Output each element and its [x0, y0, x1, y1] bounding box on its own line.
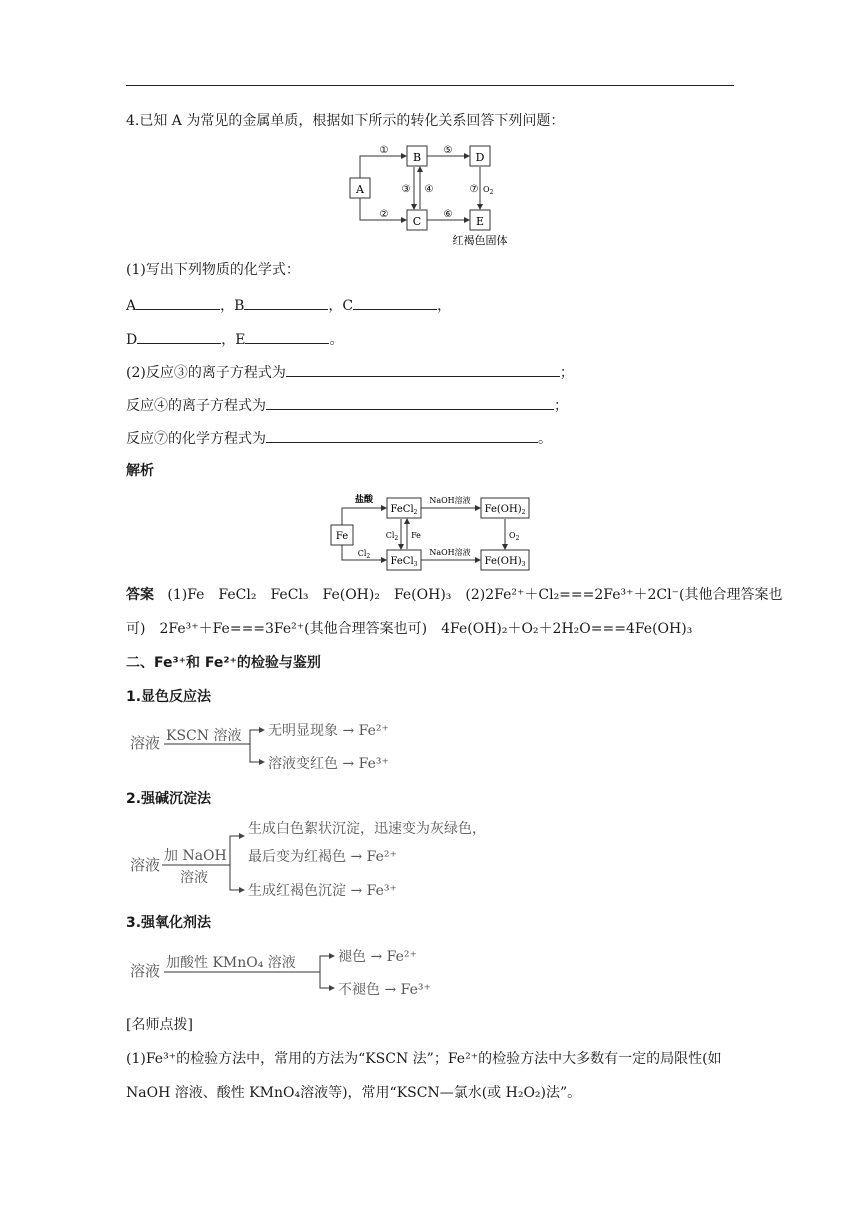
method1-diagram: [126, 712, 426, 774]
method3-result-2: 不褪色 → Fe³⁺: [338, 982, 431, 998]
blank-label-c: ，C: [328, 298, 354, 314]
edge-label-2: ②: [379, 209, 389, 220]
method1-branch-down: [250, 744, 264, 762]
node-fe-label: Fe: [335, 531, 349, 542]
arrow-a-b: [360, 156, 406, 178]
method2-reagent-bottom: 溶液: [180, 870, 208, 886]
blank-label-d: D: [126, 332, 138, 348]
method1-title: 1.显色反应法: [126, 689, 212, 705]
node-a-label: A: [356, 183, 364, 196]
blank-d[interactable]: [137, 330, 221, 344]
tip-heading: [名师点拨]: [126, 1017, 193, 1033]
method2-reagent-top: 加 NaOH: [164, 848, 227, 864]
method3-reagent: 加酸性 KMnO₄ 溶液: [166, 955, 296, 971]
method3-diagram: [126, 940, 466, 1002]
method1-result-1: 无明显现象 → Fe²⁺: [268, 723, 389, 739]
answer-text-1: (1)Fe FeCl₂ FeCl₃ Fe(OH)₂ Fe(OH)₃ (2)2Fe²⁺＋Cl₂===2Fe³⁺＋2Cl⁻(其他合理答案也: [167, 587, 783, 603]
label-cl2-mid: $Cl_2$: [385, 531, 399, 542]
analysis-heading: 解析: [126, 463, 154, 479]
blank-a[interactable]: [136, 296, 220, 310]
question-stem: 4.已知 A 为常见的金属单质，根据如下所示的转化关系回答下列问题：: [126, 113, 565, 129]
blanks-line-2: [126, 330, 343, 349]
label-naoh-bottom: NaOH溶液: [429, 548, 471, 557]
blank-reaction-7[interactable]: [266, 429, 538, 443]
edge-label-o2: $O_2$: [483, 185, 494, 196]
node-d-label: D: [475, 151, 485, 164]
blank-label-b: ，B: [220, 298, 245, 314]
method3-branch-up: [320, 956, 334, 972]
analysis-diagram: [328, 490, 538, 575]
answer-line-1: [126, 586, 782, 604]
blank-label-e: ，E: [221, 332, 246, 348]
method3-solution: 溶液: [130, 962, 161, 980]
method1-reagent: KSCN 溶液: [166, 728, 242, 744]
tip-line-1: (1)Fe³⁺的检验方法中，常用的方法为“KSCN 法”；Fe²⁺的检验方法中大多数有一定的局限性(如: [126, 1051, 722, 1067]
edge-label-5: ⑤: [443, 145, 453, 156]
label-naoh-top: NaOH溶液: [429, 496, 471, 505]
edge-label-4: ④: [424, 184, 434, 195]
method2-solution: 溶液: [130, 856, 161, 874]
blank-c[interactable]: [353, 296, 437, 310]
answer-label: 答案: [126, 587, 154, 603]
blank-reaction-4[interactable]: [266, 396, 554, 410]
header-rule: [126, 85, 734, 86]
blank-line1-end: ，: [437, 298, 452, 314]
part2-line-3: [126, 429, 552, 448]
period-3: 。: [538, 431, 552, 447]
blank-b[interactable]: [244, 296, 328, 310]
blanks-line-1: [126, 296, 451, 315]
method3-result-1: 褪色 → Fe²⁺: [338, 949, 417, 965]
answer-line-2: 可) 2Fe³⁺＋Fe===3Fe²⁺(其他合理答案也可) 4Fe(OH)₂＋O₂＋2H₂O===4Fe(OH)₃: [126, 621, 693, 637]
node-e-label: E: [475, 215, 485, 228]
method1-branch-up: [250, 730, 264, 744]
part2-line-2: [126, 396, 568, 415]
method2-result-2: 生成红褐色沉淀 → Fe³⁺: [248, 883, 397, 899]
blank-reaction-3[interactable]: [286, 363, 560, 377]
method2-branch-down: [230, 865, 244, 890]
method2-diagram: [126, 814, 526, 904]
part2-label-3: 反应⑦的化学方程式为: [126, 431, 266, 447]
node-fecl2-label: FeCl$_2$: [390, 504, 418, 516]
node-fecl3-label: FeCl$_3$: [390, 556, 418, 568]
edge-label-7: ⑦: [469, 184, 479, 195]
question-diagram: [340, 140, 520, 250]
part2-line-1: [126, 363, 574, 382]
method2-result-1a: 生成白色絮状沉淀，迅速变为灰绿色，: [248, 821, 486, 837]
blank-e[interactable]: [245, 330, 329, 344]
tip-line-2: NaOH 溶液、酸性 KMnO₄溶液等)，常用“KSCN—氯水(或 H₂O₂)法”。: [126, 1085, 582, 1101]
arrow-fe-fecl2: [342, 508, 386, 525]
method1-solution: 溶液: [130, 734, 161, 752]
method3-branch-down: [320, 972, 334, 988]
part1-prompt: (1)写出下列物质的化学式：: [126, 262, 300, 278]
blank-line2-end: 。: [329, 332, 344, 348]
section-heading: 二、Fe³⁺和 Fe²⁺的检验与鉴别: [126, 655, 321, 671]
label-hcl: 盐酸: [354, 495, 374, 505]
semicolon-1: ；: [559, 365, 574, 381]
label-fe-mid: Fe: [411, 531, 421, 540]
method2-result-1b: 最后变为红褐色 → Fe²⁺: [248, 849, 397, 865]
label-cl2-left: $Cl_2$: [357, 549, 371, 560]
method2-branch-up: [230, 836, 244, 865]
node-c-label: C: [412, 215, 422, 228]
blank-label-a: A: [126, 298, 137, 314]
part2-label-2: 反应④的离子方程式为: [126, 398, 266, 414]
label-o2: $O_2$: [509, 531, 520, 542]
edge-label-1: ①: [379, 145, 389, 156]
part2-label-1: (2)反应③的离子方程式为: [126, 365, 286, 381]
edge-label-6: ⑥: [443, 209, 453, 220]
node-feoh3-label: $Fe(OH)_3$: [484, 556, 526, 568]
method3-title: 3.强氧化剂法: [126, 915, 212, 931]
semicolon-2: ；: [554, 398, 568, 414]
node-b-label: B: [412, 151, 422, 164]
method1-result-2: 溶液变红色 → Fe³⁺: [268, 756, 389, 772]
e-note: 红褐色固体: [452, 234, 508, 247]
method2-title: 2.强碱沉淀法: [126, 791, 212, 807]
node-feoh2-label: $Fe(OH)_2$: [484, 504, 526, 516]
edge-label-3: ③: [401, 184, 411, 195]
